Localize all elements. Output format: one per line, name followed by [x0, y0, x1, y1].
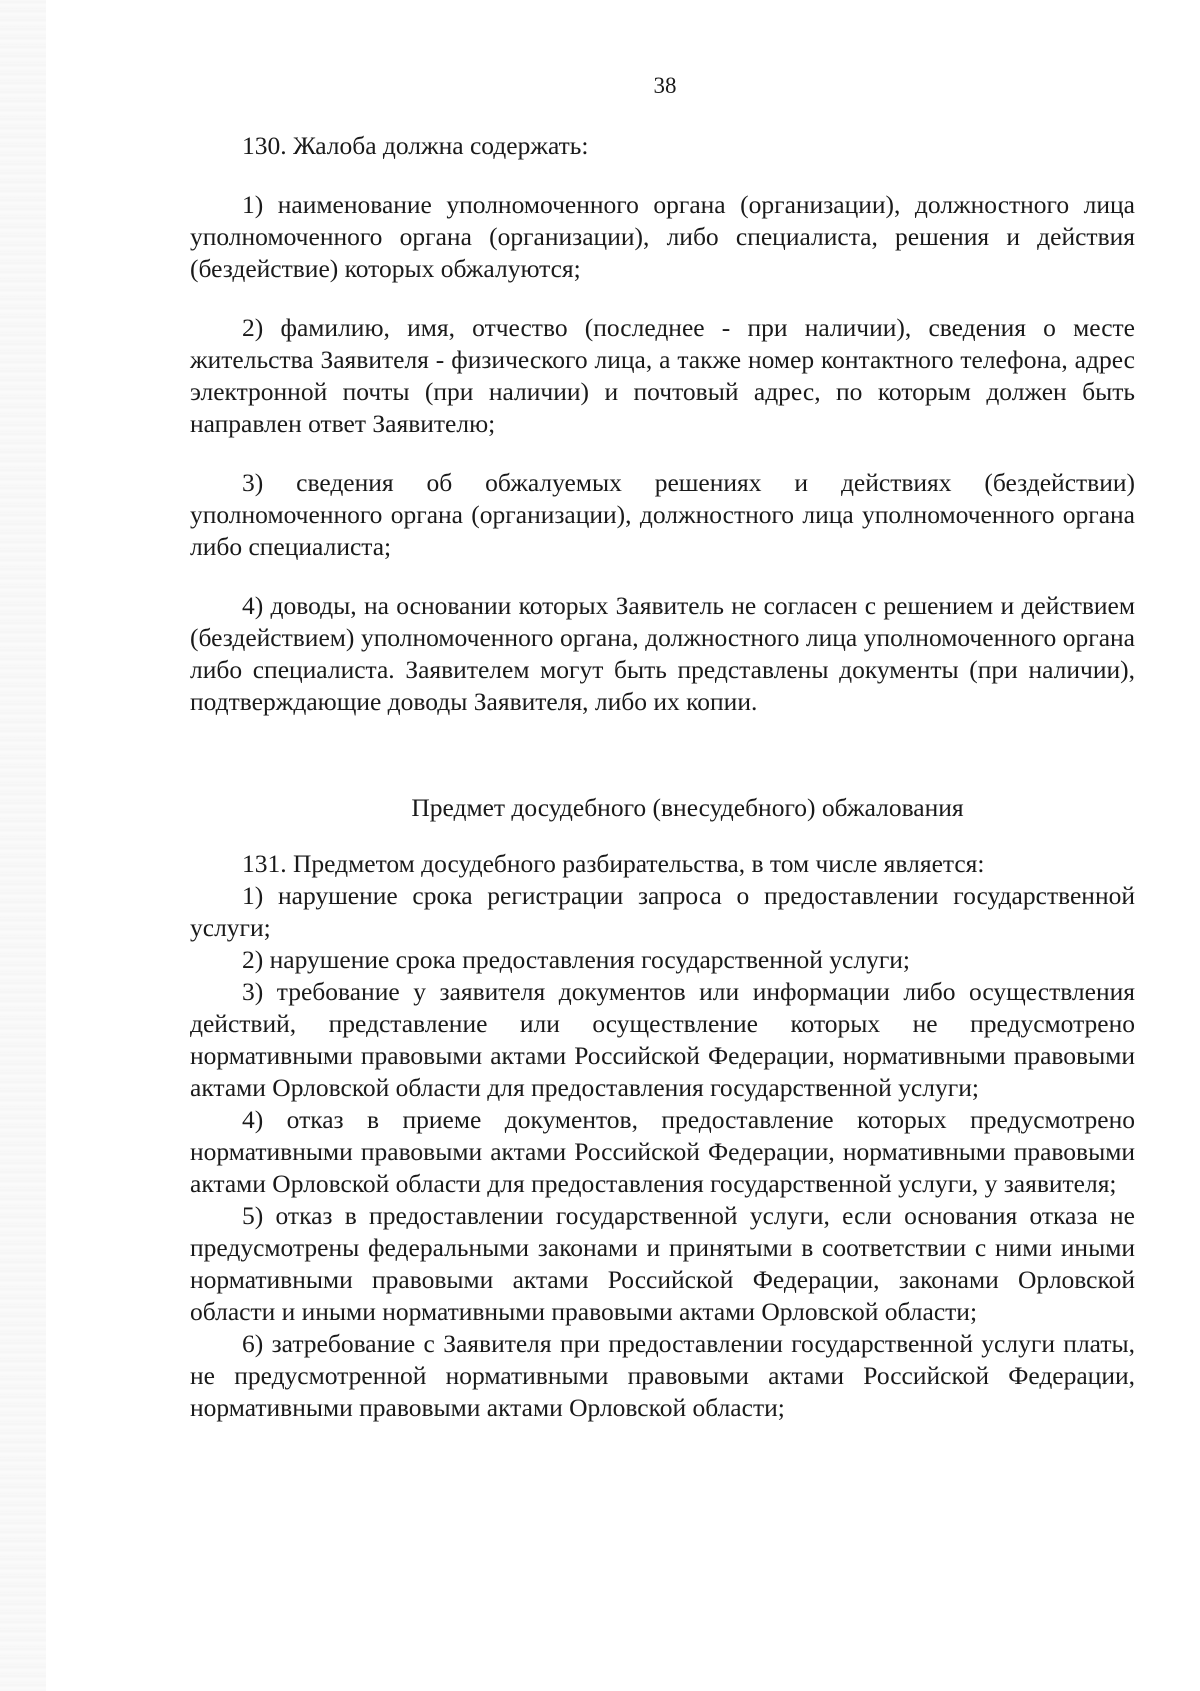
page-number: 38	[653, 73, 677, 98]
paragraph-131-item-6: 6) затребование с Заявителя при предоставлении государственной услуги платы, не предусмотренной нормативными правовыми актами Российской Федерации, нормативными правовыми актами Орловской области;	[190, 1329, 1135, 1422]
paragraph-130-item-1: 1) наименование уполномоченного органа (организации), должностного лица уполномоченного органа (организации), либо специалиста, решения и действия (бездействие) которых обжалуются;	[190, 190, 1135, 283]
section-heading: Предмет досудебного (внесудебного) обжалования	[411, 793, 964, 822]
paragraph-131-item-2: 2) нарушение срока предоставления государственной услуги;	[242, 945, 911, 974]
paragraph-131-intro: 131. Предметом досудебного разбирательства, в том числе является:	[242, 849, 985, 878]
paragraph-130-item-2: 2) фамилию, имя, отчество (последнее - при наличии), сведения о месте жительства Заявителя - физического лица, а также номер контактного телефона, адрес электронной почты (при наличии) и почтовый адрес, по которым должен быть направлен ответ Заявителю;	[190, 313, 1135, 438]
paragraph-131-item-1: 1) нарушение срока регистрации запроса о предоставлении государственной услуги;	[190, 881, 1135, 942]
paragraph-130-intro: 130. Жалоба должна содержать:	[242, 131, 589, 160]
scan-edge-artifact	[0, 0, 46, 1691]
paragraph-131-item-4: 4) отказ в приеме документов, предоставление которых предусмотрено нормативными правовыми актами Российской Федерации, нормативными правовыми актами Орловской области для предоставления государственной услуги, у заявителя;	[190, 1105, 1135, 1198]
paragraph-130-item-3: 3) сведения об обжалуемых решениях и действиях (бездействии) уполномоченного органа (организации), должностного лица уполномоченного органа либо специалиста;	[190, 468, 1135, 561]
document-body	[190, 130, 1135, 1424]
paragraph-131-item-5: 5) отказ в предоставлении государственной услуги, если основания отказа не предусмотрены федеральными законами и принятыми в соответствии с ними иными нормативными правовыми актами Российской Федерации, законами Орловской области и иными нормативными правовыми актами Орловской области;	[190, 1201, 1135, 1326]
paragraph-130-item-4: 4) доводы, на основании которых Заявитель не согласен с решением и действием (бездействием) уполномоченного органа, должностного лица уполномоченного органа либо специалиста. Заявителем могут быть представлены документы (при наличии), подтверждающие доводы Заявителя, либо их копии.	[190, 591, 1135, 716]
paragraph-131-item-3: 3) требование у заявителя документов или информации либо осуществления действий, представление или осуществление которых не предусмотрено нормативными правовыми актами Российской Федерации, нормативными правовыми актами Орловской области для предоставления государственной услуги;	[190, 977, 1135, 1102]
